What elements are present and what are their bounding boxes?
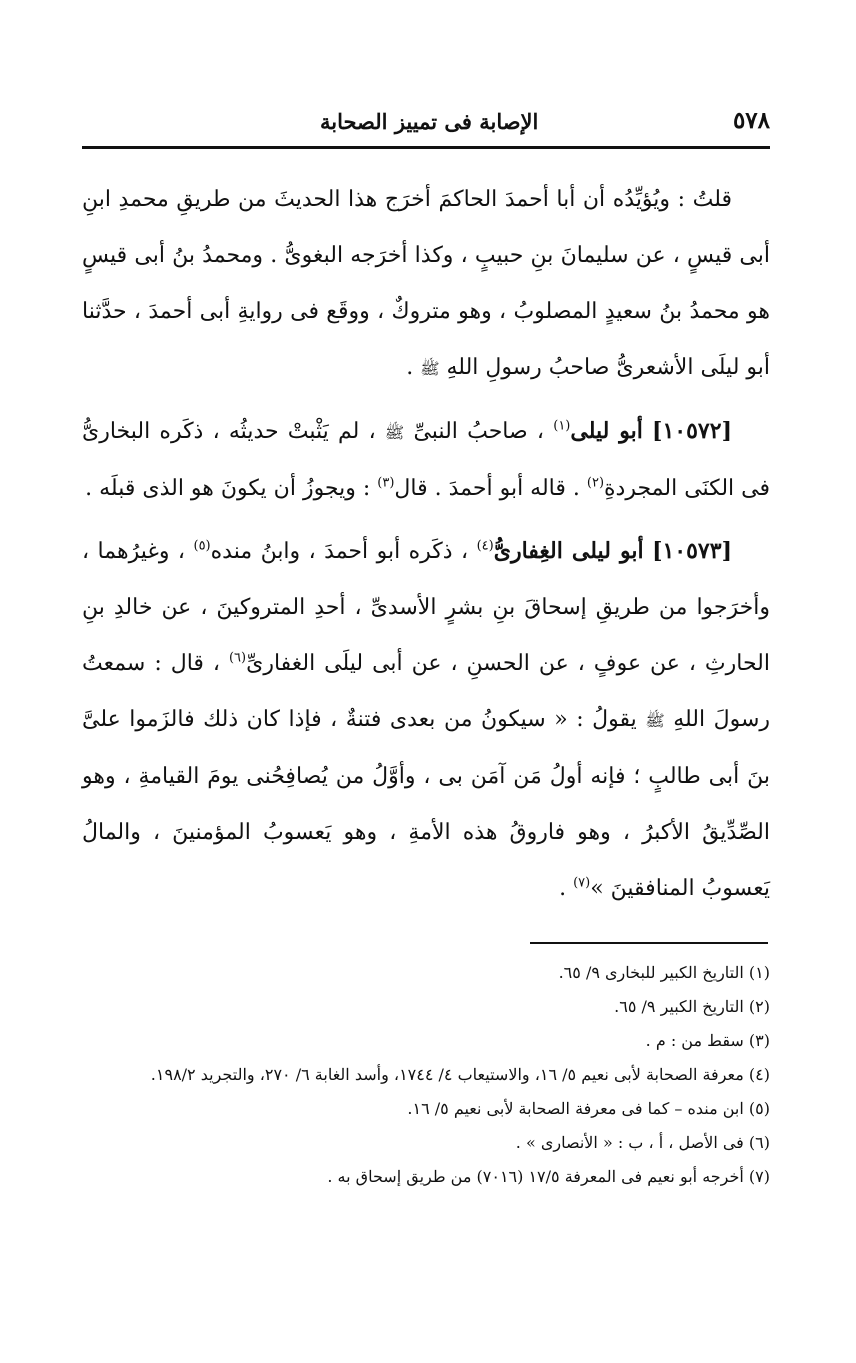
footnote-5: (٥) ابن منده – كما فى معرفة الصحابة لأبى نعيم ٥/ ١٦.: [407, 1099, 770, 1118]
entry-text: : ويجوزُ أن يكونَ هو الذى قبلَه .: [85, 476, 371, 501]
footnote-2: (٢) التاريخ الكبير ٩/ ٦٥.: [614, 997, 770, 1016]
footnote-separator: [530, 942, 768, 944]
running-title: الإصابة فى تمييز الصحابة: [320, 109, 539, 134]
footnote-4: (٤) معرفة الصحابة لأبى نعيم ٥/ ١٦، والاستيعاب ٤/ ١٧٤٤، وأسد الغابة ٦/ ٢٧٠، والتجريد ١٩٨/٢.: [150, 1065, 770, 1084]
footnote-ref: (١): [553, 418, 571, 434]
entry-text: ، وغيرُهما ، وأخرَجوا من طريقِ إسحاقَ بنِ بشرٍ الأسدىِّ ، أحدِ المتروكينَ ، عن خالدِ بنِ الحارثِ ، عن عوفٍ ، عن الحسنِ ، عن أبى ليلَى الغفارىِّ: [82, 539, 770, 676]
entry-number: [١٠٥٧٢]: [652, 418, 732, 444]
footnote-ref: (٢): [586, 475, 605, 491]
entry-text: ، ذكَره أبو أحمدَ ، وابنُ منده: [210, 539, 469, 564]
entry-name: أبو ليلى الغِفارىُّ: [493, 538, 644, 564]
footnote-ref: (٦): [228, 650, 247, 666]
page-number: ٥٧٨: [732, 107, 770, 134]
paragraph-intro-end: .: [406, 355, 414, 380]
entry-text: ، لم يَثْبتْ حديثُه ، ذكَره البخارىُّ فى الكنَى المجردةِ: [82, 419, 770, 501]
footnote-ref: (٣): [377, 475, 395, 491]
footnotes: [82, 958, 770, 1196]
footnote-7: (٧) أخرجه أبو نعيم فى المعرفة ١٧/٥ (٧٠١٦) من طريق إسحاق به .: [327, 1167, 770, 1186]
entry-10573: [82, 523, 770, 917]
footnote-1: (١) التاريخ الكبير للبخارى ٩/ ٦٥.: [558, 963, 770, 982]
salla-symbol: ﷺ: [384, 423, 405, 442]
salla-symbol: ﷺ: [420, 359, 440, 378]
entry-text: يقولُ : « سيكونُ من بعدى فتنةٌ ، فإذا كان ذلك فالزَموا علىَّ بنَ أبى طالبٍ ؛ فإنه أولُ مَن آمَن بى ، وأوَّلُ من يُصافِحُنى يومَ القيامةِ ، وهو الصِّدِّيقُ الأكبرُ ، وهو فاروقُ هذه الأمةِ ، وهو يَعسوبُ المؤمنينَ ، والمالُ يَعسوبُ المنافقينَ »: [82, 707, 770, 901]
entry-10572: [82, 403, 770, 517]
page-header: [80, 100, 770, 134]
footnote-ref: (٧): [573, 875, 591, 891]
header-rule: [82, 146, 770, 149]
salla-symbol: ﷺ: [645, 711, 665, 730]
paragraph-intro: [82, 172, 770, 397]
main-text: [82, 172, 770, 917]
entry-text: .: [559, 876, 567, 901]
footnote-ref: (٤): [476, 538, 494, 554]
entry-text: ، صاحبُ النبىِّ: [413, 419, 545, 444]
entry-number: [١٠٥٧٣]: [652, 538, 732, 564]
entry-text: ، قال : سمعتُ رسولَ اللهِ: [82, 651, 771, 732]
entry-name: أبو ليلى: [570, 418, 643, 444]
entry-text: . قاله أبو أحمدَ . قال: [394, 476, 580, 501]
paragraph-intro-text: قلتُ : ويُؤيِّدُه أن أبا أحمدَ الحاكمَ أخرَج هذا الحديثَ من طريقِ محمدِ ابنِ أبى قيسٍ ، عن سليمانَ بنِ حبيبٍ ، وكذا أخرَجه البغوىُّ . ومحمدُ بنُ أبى قيسٍ هو محمدُ بنُ سعيدٍ المصلوبُ ، وهو متروكٌ ، ووقَع فى روايةِ أبى أحمدَ ، حدَّثنا أبو ليلَى الأشعرىُّ صاحبُ رسولِ اللهِ: [82, 187, 770, 380]
footnote-6: (٦) فى الأصل ، أ ، ب : « الأنصارى » .: [515, 1133, 770, 1152]
footnote-3: (٣) سقط من : م .: [645, 1031, 770, 1050]
footnote-ref: (٥): [193, 538, 211, 554]
